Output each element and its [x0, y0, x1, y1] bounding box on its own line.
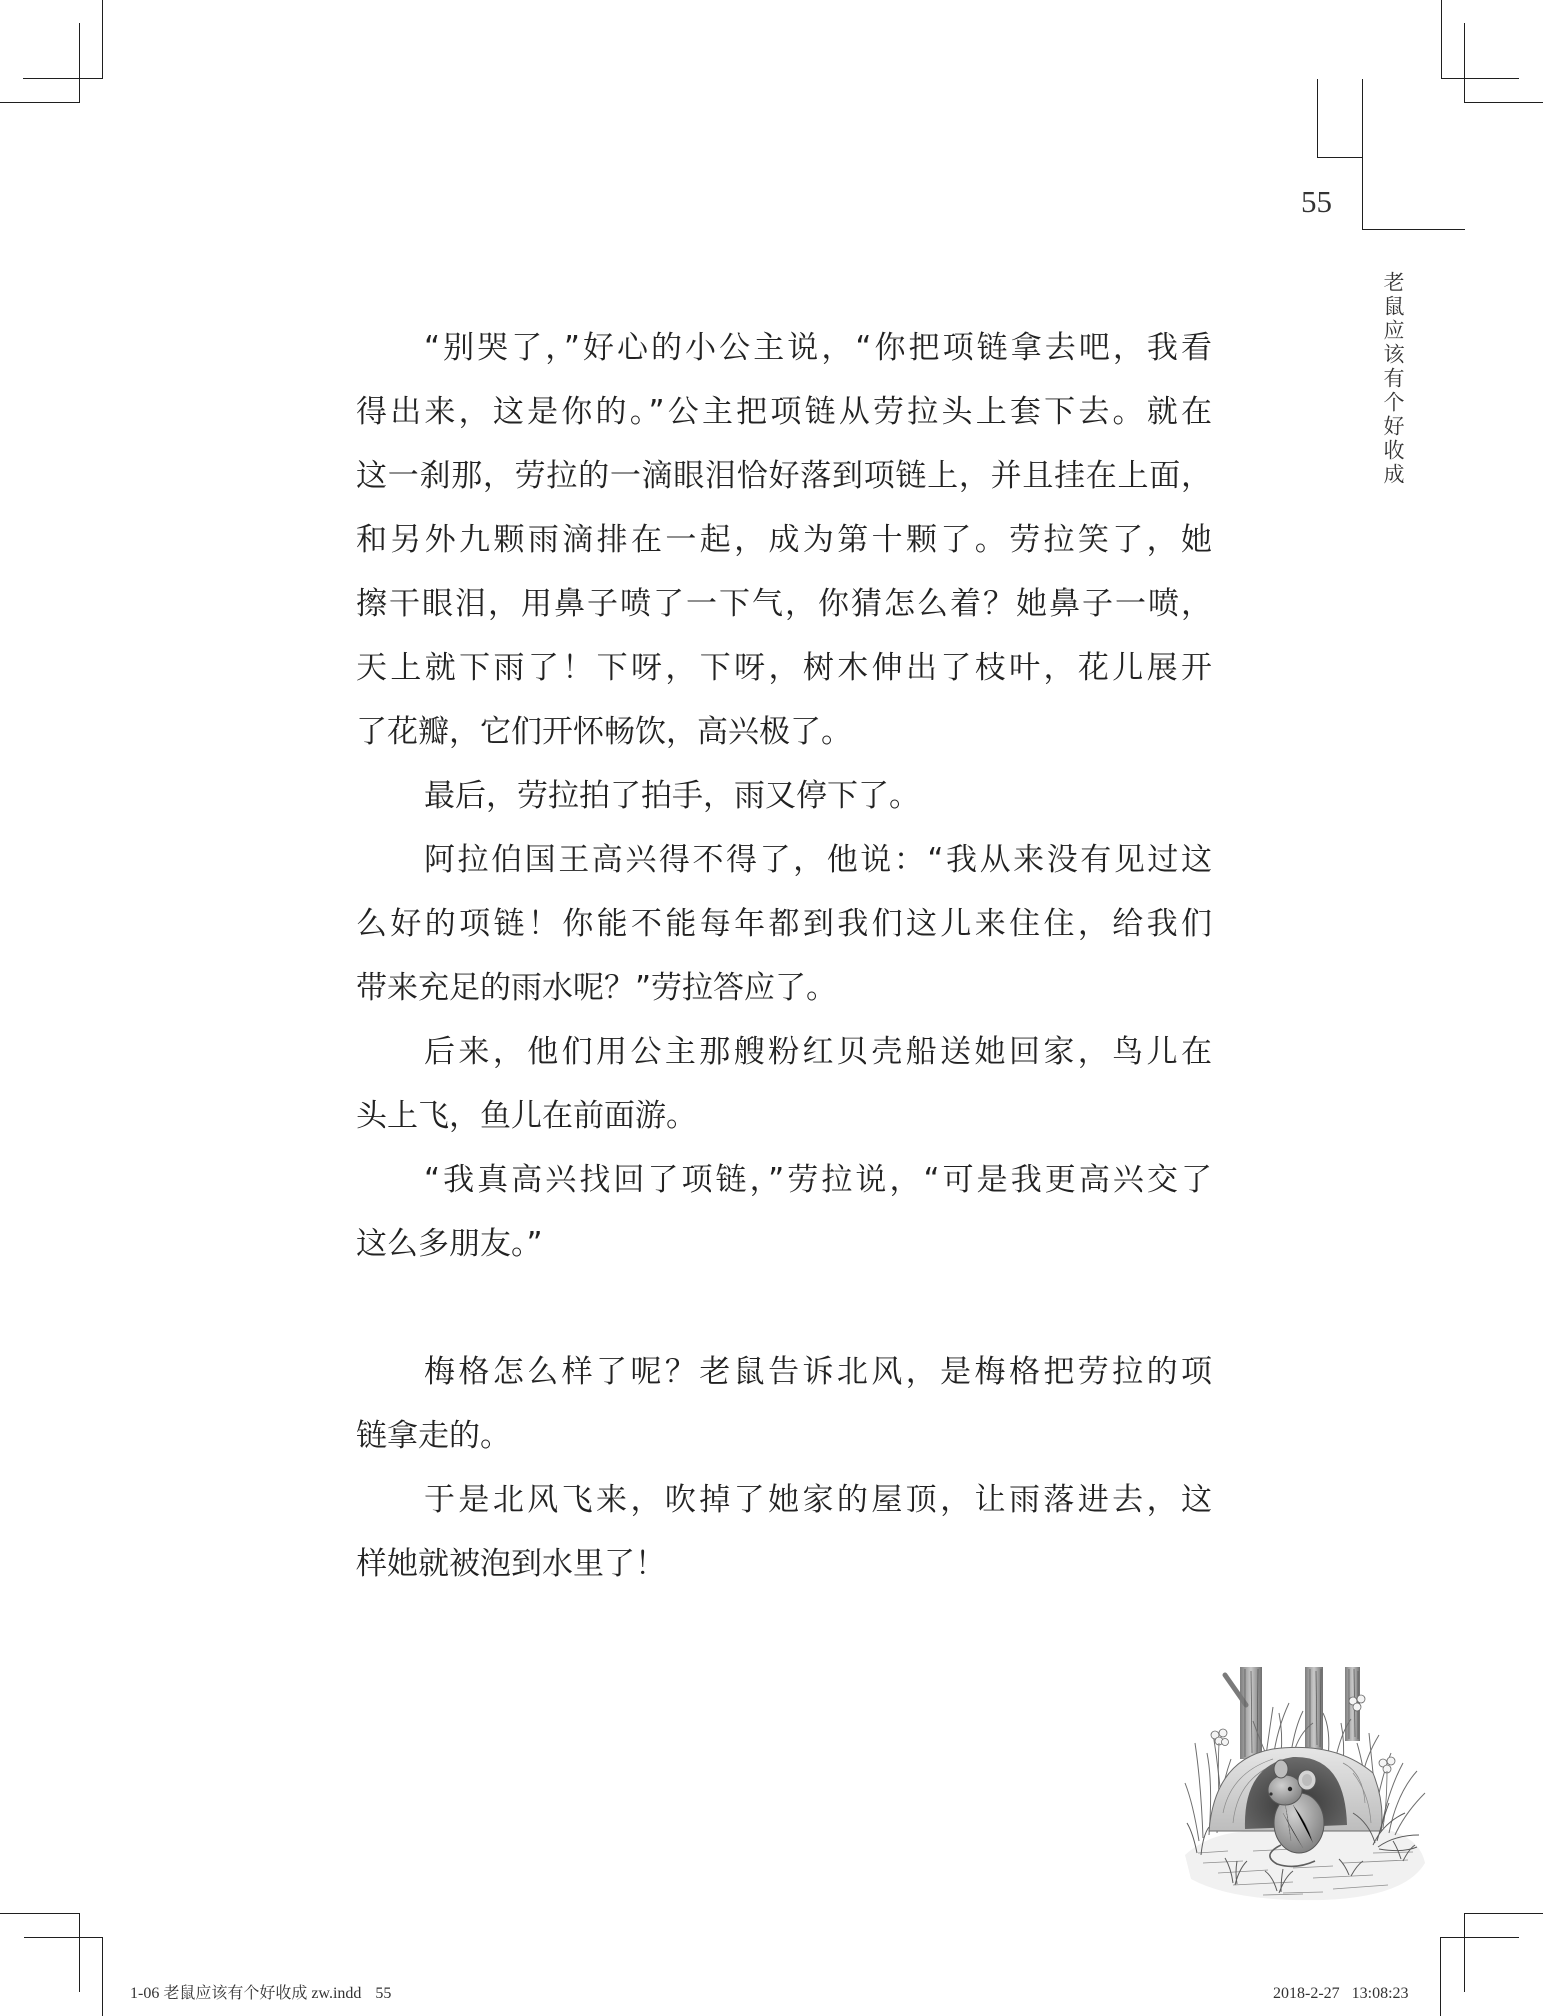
crop-mark — [1440, 1937, 1441, 2016]
text-line: 于是北风飞来，吹掉了她家的屋顶，让雨落进去，这 — [424, 1482, 1212, 1518]
print-slug-file — [130, 1986, 391, 2002]
page-number: 55 — [1301, 184, 1332, 219]
text-line: “别哭了，”好心的小公主说，“你把项链拿去吧，我看 — [424, 330, 1212, 366]
crop-mark — [1464, 102, 1543, 103]
header-rule — [1362, 79, 1363, 229]
crop-mark — [1441, 0, 1442, 78]
paragraph — [356, 1148, 1212, 1276]
crop-mark — [1441, 78, 1519, 79]
text-line: 阿拉伯国王高兴得不得了，他说：“我从来没有见过这 — [424, 842, 1212, 878]
crop-mark — [1464, 1913, 1465, 1992]
text-line: 么好的项链！你能不能每年都到我们这儿来住住，给我们 — [356, 906, 1212, 942]
section-break — [356, 1276, 1212, 1340]
text-line: 擦干眼泪，用鼻子喷了一下气，你猜怎么着？她鼻子一喷， — [356, 586, 1212, 622]
crop-mark — [79, 23, 80, 103]
paragraph — [356, 1020, 1212, 1148]
text-line: 最后，劳拉拍了拍手，雨又停下了。 — [424, 778, 920, 814]
text-line: 这一刹那，劳拉的一滴眼泪恰好落到项链上，并且挂在上面， — [356, 458, 1212, 494]
text-line: 带来充足的雨水呢？”劳拉答应了。 — [356, 970, 838, 1006]
text-line: 天上就下雨了！下呀，下呀，树木伸出了枝叶，花儿展开 — [356, 650, 1212, 686]
running-head-chapter-title: 老鼠应该有个好收成 — [1381, 271, 1405, 487]
text-line: 了花瓣，它们开怀畅饮，高兴极了。 — [356, 714, 852, 750]
text-line: 样她就被泡到水里了！ — [356, 1546, 666, 1582]
paragraph — [356, 1340, 1212, 1468]
paragraph — [356, 828, 1212, 1020]
crop-mark — [0, 1913, 80, 1914]
crop-mark — [1440, 1937, 1519, 1938]
crop-mark — [79, 1913, 80, 1992]
crop-mark — [1464, 23, 1465, 103]
slug-page-number: 55 — [375, 1985, 392, 2002]
crop-mark — [23, 78, 103, 79]
paragraph — [356, 764, 1212, 828]
crop-mark — [102, 0, 103, 78]
story-section — [356, 1340, 1212, 1596]
slug-file-name: 1-06 老鼠应该有个好收成 zw.indd — [130, 1985, 362, 2002]
crop-mark — [0, 102, 80, 103]
text-line: 头上飞，鱼儿在前面游。 — [356, 1098, 697, 1134]
paragraph — [356, 316, 1212, 764]
mouse-sketch-icon — [1173, 1663, 1435, 1903]
body-text — [356, 316, 1212, 1596]
header-rule — [1317, 157, 1363, 158]
text-line: 后来，他们用公主那艘粉红贝壳船送她回家，鸟儿在 — [424, 1034, 1212, 1070]
print-slug-timestamp: 2018-2-27 13:08:23 — [1273, 1985, 1409, 2002]
text-line: 梅格怎么样了呢？老鼠告诉北风，是梅格把劳拉的项 — [424, 1354, 1212, 1390]
text-line: “我真高兴找回了项链，”劳拉说，“可是我更高兴交了 — [424, 1162, 1212, 1198]
story-section — [356, 316, 1212, 1276]
crop-mark — [102, 1937, 103, 2016]
crop-mark — [24, 1937, 103, 1938]
text-line: 得出来，这是你的。”公主把项链从劳拉头上套下去。就在 — [356, 394, 1212, 430]
text-line: 链拿走的。 — [356, 1418, 511, 1454]
mouse-illustration — [1173, 1663, 1435, 1903]
crop-mark — [1464, 1913, 1543, 1914]
text-line: 和另外九颗雨滴排在一起，成为第十颗了。劳拉笑了，她 — [356, 522, 1212, 558]
header-rule — [1317, 79, 1318, 157]
text-line: 这么多朋友。” — [356, 1226, 543, 1262]
header-rule — [1362, 229, 1465, 230]
paragraph — [356, 1468, 1212, 1596]
